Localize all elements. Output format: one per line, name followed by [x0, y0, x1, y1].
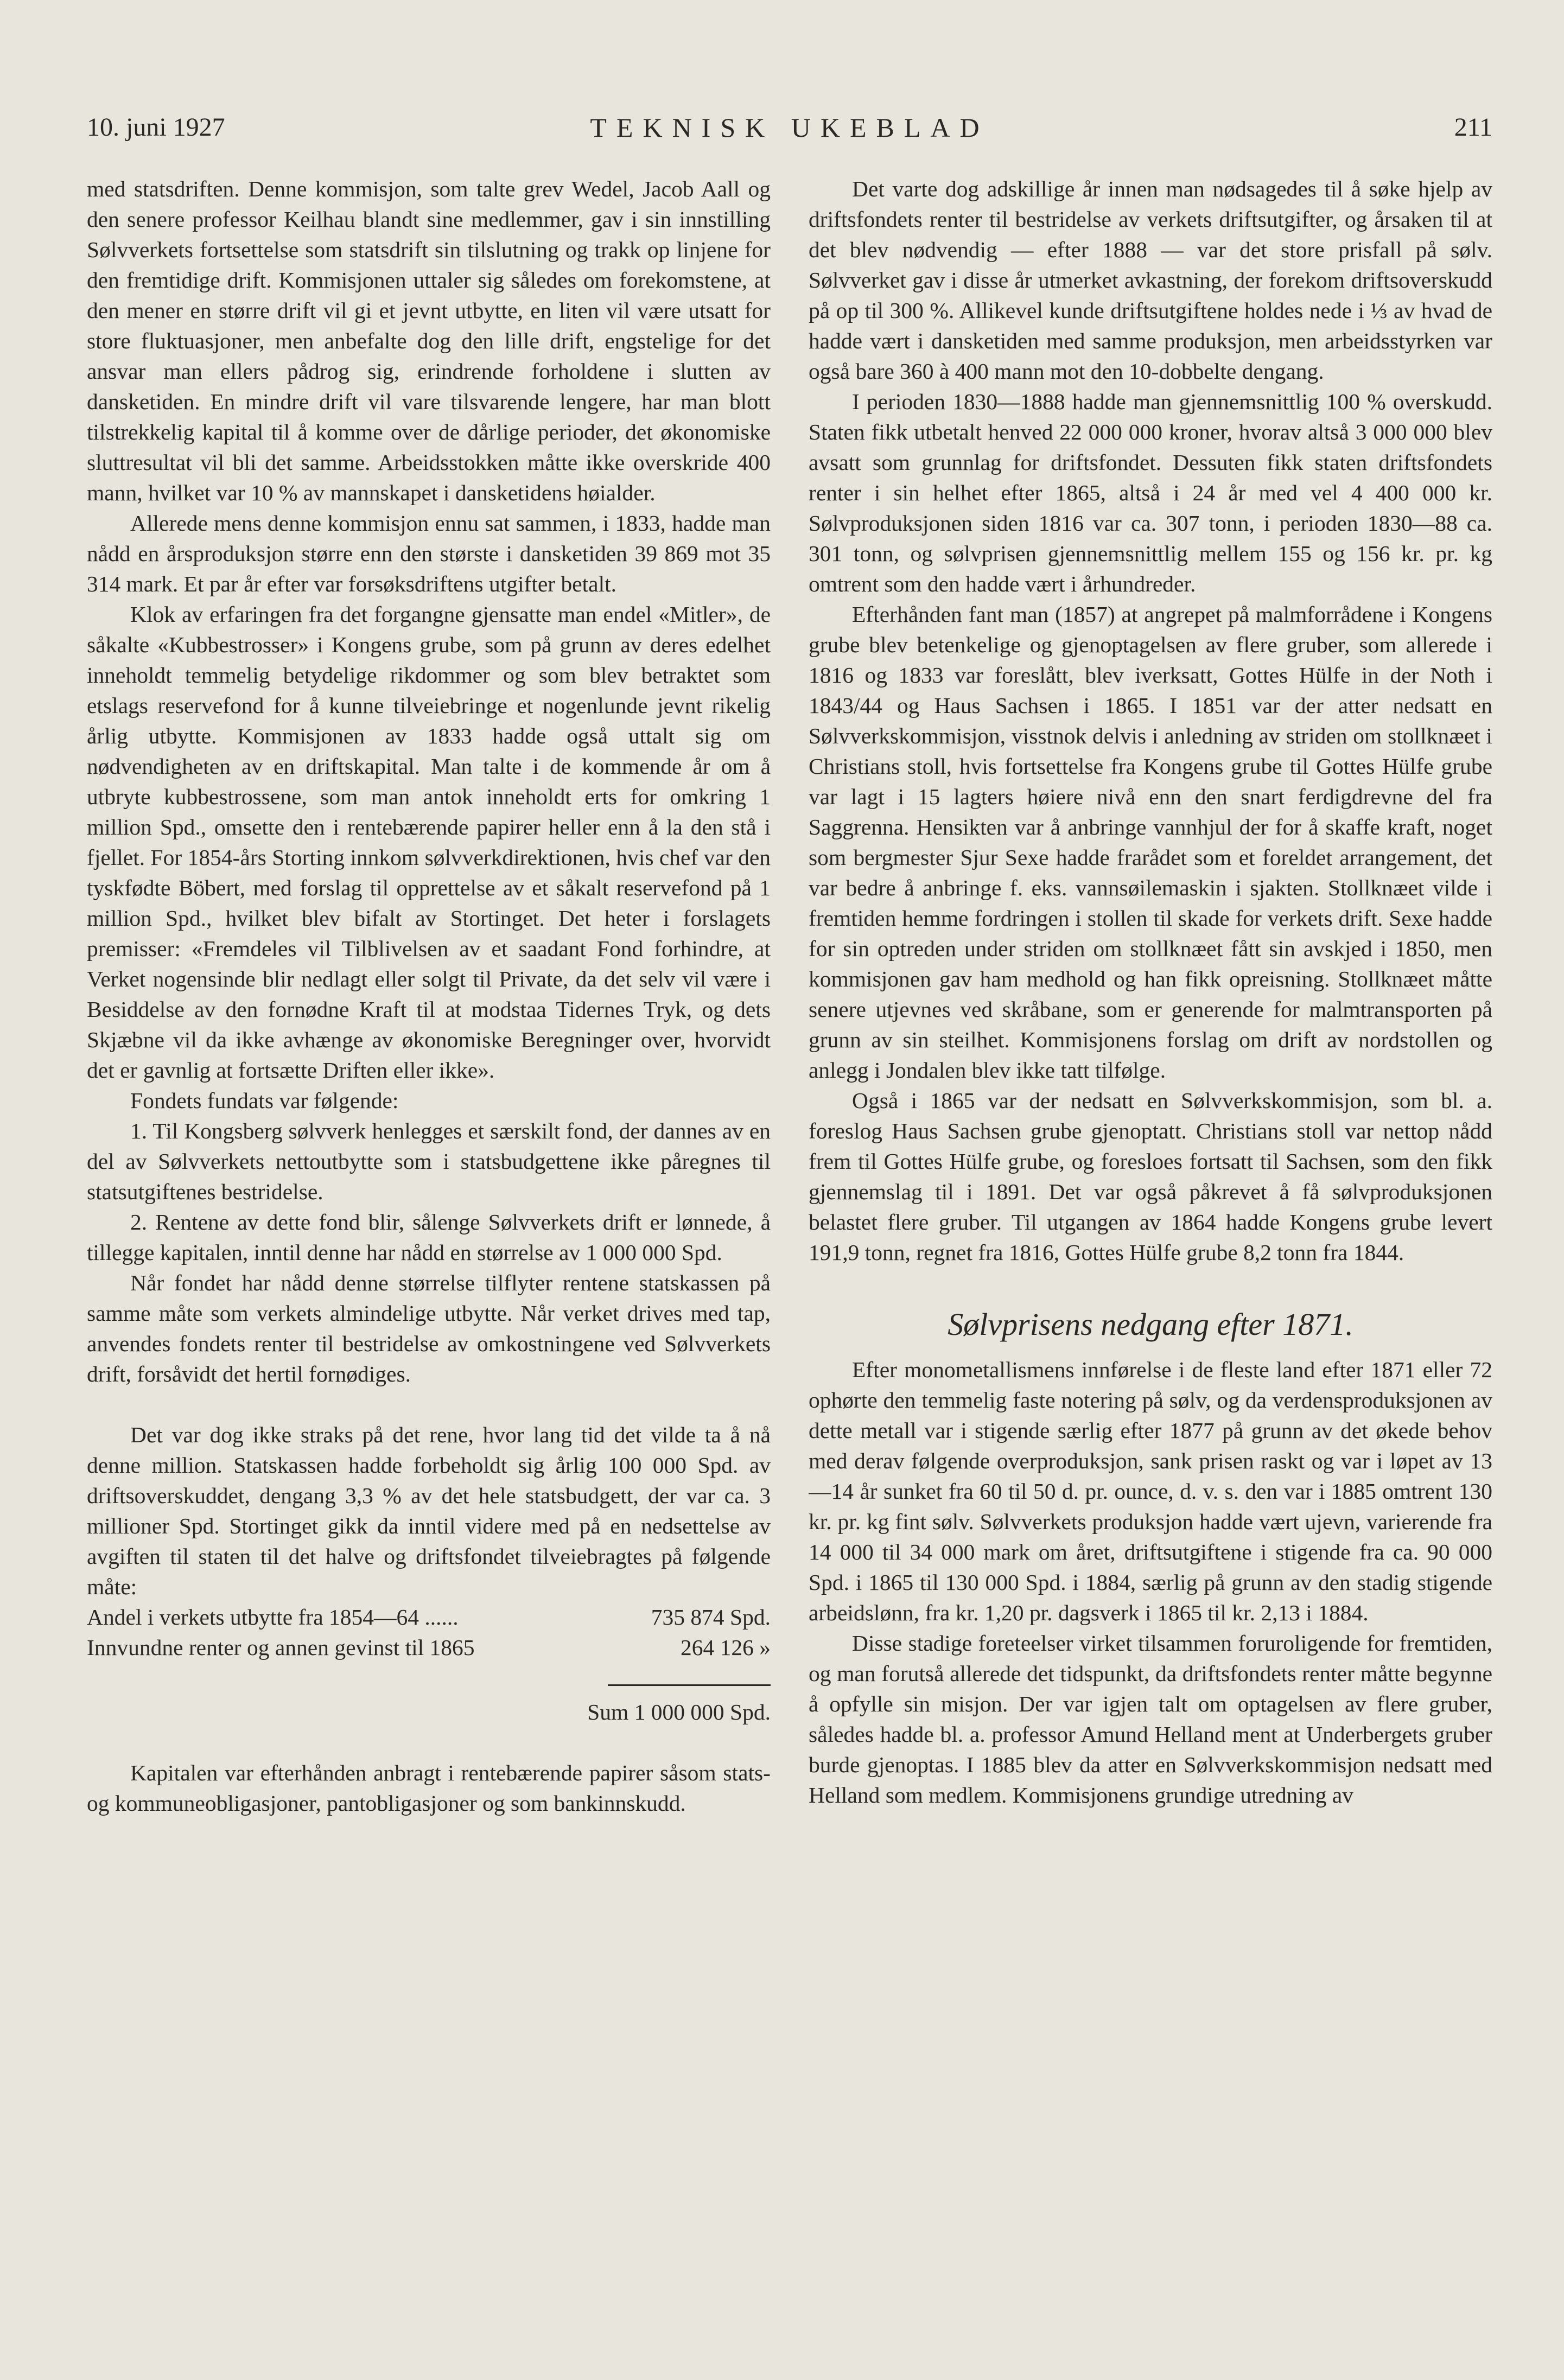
paragraph: Kapitalen var efterhånden anbragt i rentebærende papirer såsom stats- og kommuneobligasjoner, pantobligasjoner og som bankinnskudd.: [87, 1760, 771, 1816]
ledger-row: [87, 1632, 771, 1663]
paragraph: med statsdriften. Denne kommisjon, som talte grev Wedel, Jacob Aall og den senere professor Keilhau blandt sine medlemmer, gav i sin innstilling Sølvverkets fortsettelse som statsdrift sin tilslutning og trakk op linjene for den fremtidige drift. Kommisjonen uttaler sig således om forekomstene, at den mener en større drift vil gi et jevnt utbytte, en liten vil være utsatt for store fluktuasjoner, men anbefalte dog den lille drift, engstelige for det ansvar man ellers pådrog sig, erindrende forholdene i slutten av dansketiden. En mindre drift vil vare tilsvarende lengere, har man blott tilstrekkelig kapital til å komme over de dårlige perioder, det økonomiske sluttresultat vil bli det samme. Arbeidsstokken måtte ikke overskride 400 mann, hvilket var 10 % av mannskapet i dansketidens høialder.: [87, 176, 771, 505]
paragraph: Det var dog ikke straks på det rene, hvor lang tid det vilde ta å nå denne million. Statskassen hadde forbeholdt sig årlig 100 000 Spd. av driftsoverskuddet, dengang 3,3 % av det hele statsbudgett, der var ca. 3 millioner Spd. Stortinget gikk da inntil videre med på en nedsettelse av avgiften til staten til det halve og driftsfondet tilveiebragtes på følgende måte:: [87, 1422, 771, 1599]
section-heading: Sølvprisens nedgang efter 1871.: [948, 1307, 1353, 1342]
paragraph: I perioden 1830—1888 hadde man gjennemsnittlig 100 % overskudd. Staten fikk utbetalt henved 22 000 000 kroner, hvorav altså 3 000 000 blev avsatt som grunnlag for driftsfondet. Dessuten fikk staten driftsfondets renter i sin helhet efter 1865, altså i 24 år med vel 4 400 000 kr. Sølvproduksjonen siden 1816 var ca. 307 tonn, i perioden 1830—88 ca. 301 tonn, og sølvprisen gjennemsnittlig mellem 155 og 156 kr. pr. kg omtrent som den hadde vært i århundreder.: [809, 389, 1492, 596]
paragraph: Fondets fundats var følgende:: [130, 1088, 399, 1113]
paragraph: 2. Rentene av dette fond blir, sålenge Sølvverkets drift er lønnede, å tillegge kapitalen, inntil denne har nådd en størrelse av 1 000 000 Spd.: [87, 1210, 771, 1265]
ledger-row-value: 264 126 »: [681, 1635, 771, 1660]
paragraph: Også i 1865 var der nedsatt en Sølvverkskommisjon, som bl. a. foreslog Haus Sachsen grube gjenoptatt. Christians stoll var nettop nådd frem til Gottes Hülfe grube, og foresloes fortsatt til Sachsen, som den fikk gjennemslag til i 1891. Det var også påkrevet å få sølvproduksjonen belastet flere gruber. Til utgangen av 1864 hadde Kongens grube levert 191,9 tonn, regnet fra 1816, Gottes Hülfe grube 8,2 tonn fra 1844.: [809, 1088, 1492, 1265]
paragraph: Allerede mens denne kommisjon ennu sat sammen, i 1833, hadde man nådd en årsproduksjon større enn den største i dansketiden 39 869 mot 35 314 mark. Et par år efter var forsøksdriftens utgifter betalt.: [87, 511, 771, 596]
ledger-sum: Sum 1 000 000 Spd.: [587, 1700, 771, 1724]
header-date: 10. juni 1927: [87, 113, 225, 142]
ledger-row-label: Andel i verkets utbytte fra 1854—64 ......: [87, 1605, 459, 1630]
right-column: [809, 174, 1492, 2322]
paragraph: Disse stadige foreteelser virket tilsammen foruroligende for fremtiden, og man forutså allerede det tidspunkt, da driftsfondets renter måtte begynne å opfylle sin misjon. Der var igjen talt om optagelsen av flere gruber, således hadde bl. a. professor Amund Helland ment at Underbergets gruber burde gjenoptas. I 1885 blev da atter en Sølvverkskommisjon nedsatt med Helland som medlem. Kommisjonens grundige utredning av: [809, 1631, 1492, 1808]
paragraph: 1. Til Kongsberg sølvverk henlegges et særskilt fond, der dannes av en del av Sølvverkets nettoutbytte som i statsbudgettene ikke påregnes til statsutgiftenes bestridelse.: [87, 1118, 771, 1204]
paragraph: Når fondet har nådd denne størrelse tilflyter rentene statskassen på samme måte som verkets almindelige utbytte. Når verket drives med tap, anvendes fondets renter til bestridelse av omkostningene ved Sølvverkets drift, forsåvidt det hertil fornødiges.: [87, 1270, 771, 1386]
paragraph: Klok av erfaringen fra det forgangne gjensatte man endel «Mitler», de såkalte «Kubbestrosser» i Kongens grube, som på grunn av deres edelhet inneholdt temmelig betydelige rikdommer og som blev betraktet som etslags reservefond for å kunne tilveiebringe et nogenlunde jevnt rikelig årlig utbytte. Kommisjonen av 1833 hadde også uttalt sig om nødvendigheten av en driftskapital. Man talte i de kommende år om å utbryte kubbestrossene, som man antok inneholdt erts for omkring 1 million Spd., omsette den i rentebærende papirer heller enn å la den stå i fjellet. For 1854-års Storting innkom sølvverkdirektionen, hvis chef var den tyskfødte Böbert, med forslag til opprettelse av et såkalt reservefond på 1 million Spd., hvilket blev bifalt av Stortinget. Det heter i forslagets premisser: «Fremdeles vil Tilblivelsen av et saadant Fond forhindre, at Verket nogensinde blir nedlagt eller solgt til Private, da det selv vil være i Besiddelse av den fornødne Kraft til at modstaa Tidernes Tryk, og dets Skjæbne vil da ikke avhænge av økonomiske Beregninger over, hvorvidt det er gavnlig at fortsætte Driften eller ikke».: [87, 602, 771, 1083]
header-page-number: 211: [1454, 113, 1492, 142]
ledger-row: [87, 1602, 771, 1632]
fund-ledger: [87, 1602, 771, 1727]
left-column: [87, 174, 771, 2322]
ledger-row-label: Innvundne renter og annen gevinst til 1865: [87, 1635, 475, 1660]
paragraph: Det varte dog adskillige år innen man nødsagedes til å søke hjelp av driftsfondets renter til bestridelse av verkets driftsutgifter, og årsaken til at det blev nødvendig — efter 1888 — var det store prisfall på sølv. Sølvverket gav i disse år utmerket avkastning, der forekom driftsoverskudd på op til 300 %. Allikevel kunde driftsutgiftene holdes nede i ⅓ av hvad de hadde vært i dansketiden med samme produksjon, men arbeidsstyrken var også bare 360 à 400 mann mot den 10-dobbelte dengang.: [809, 176, 1492, 384]
paragraph: Efter monometallismens innførelse i de fleste land efter 1871 eller 72 ophørte den temmelig faste notering på sølv, og da verdensproduksjonen av dette metall var i stigende særlig efter 1877 på grunn av det økede behov med derav følgende overproduksjon, sank prisen raskt og var i løpet av 13—14 år sunket fra 60 til 50 d. pr. ounce, d. v. s. den var i 1885 omtrent 130 kr. pr. kg fint sølv. Sølvverkets produksjon hadde vært ujevn, varierende fra 14 000 til 34 000 mark om året, driftsutgiftene i stigende fra ca. 90 000 Spd. i 1865 til 130 000 Spd. i 1884, særlig på grunn av den stadig stigende arbeidslønn, fra kr. 1,20 pr. dagsverk i 1865 til kr. 2,13 i 1884.: [809, 1357, 1492, 1625]
ledger-row-value: 735 874 Spd.: [651, 1605, 771, 1630]
ledger-sum-rule: [608, 1684, 771, 1686]
header-journal-title: TEKNISK UKEBLAD: [590, 112, 989, 143]
paragraph: Efterhånden fant man (1857) at angrepet på malmforrådene i Kongens grube blev betenkelige og gjenoptagelsen av flere gruber, som allerede i 1816 og 1833 var foreslått, blev iverksatt, Gottes Hülfe in der Noth i 1843/44 og Haus Sachsen i 1865. I 1851 var der atter nedsatt en Sølvverkskommisjon, visstnok delvis i anledning av striden om stollknæet i Christians stoll, hvis fortsettelse fra Kongens grube til Gottes Hülfe grube var lagt i 15 lagters høiere nivå enn den snart ferdigdrevne del fra Saggrenna. Hensikten var å anbringe vannhjul der for å skaffe kraft, noget som bergmester Sjur Sexe hadde frarådet som et foreldet arrangement, det var bedre å anbringe f. eks. vannsøilemaskin i sjakten. Stollknæet vilde i fremtiden hemme fordringen i stollen til skade for verkets drift. Sexe hadde for sin optreden under striden om stollknæet fått sin avskjed i 1850, men kommisjonen gav ham medhold og han fikk opreisning. Stollknæet måtte senere utjevnes ved skråbane, som er generende for malmtransporten på grunn av sin steilhet. Kommisjonens forslag om drift av nordstollen og anlegg i Jondalen blev ikke tatt tilfølge.: [809, 602, 1492, 1083]
running-header: [87, 109, 1492, 147]
